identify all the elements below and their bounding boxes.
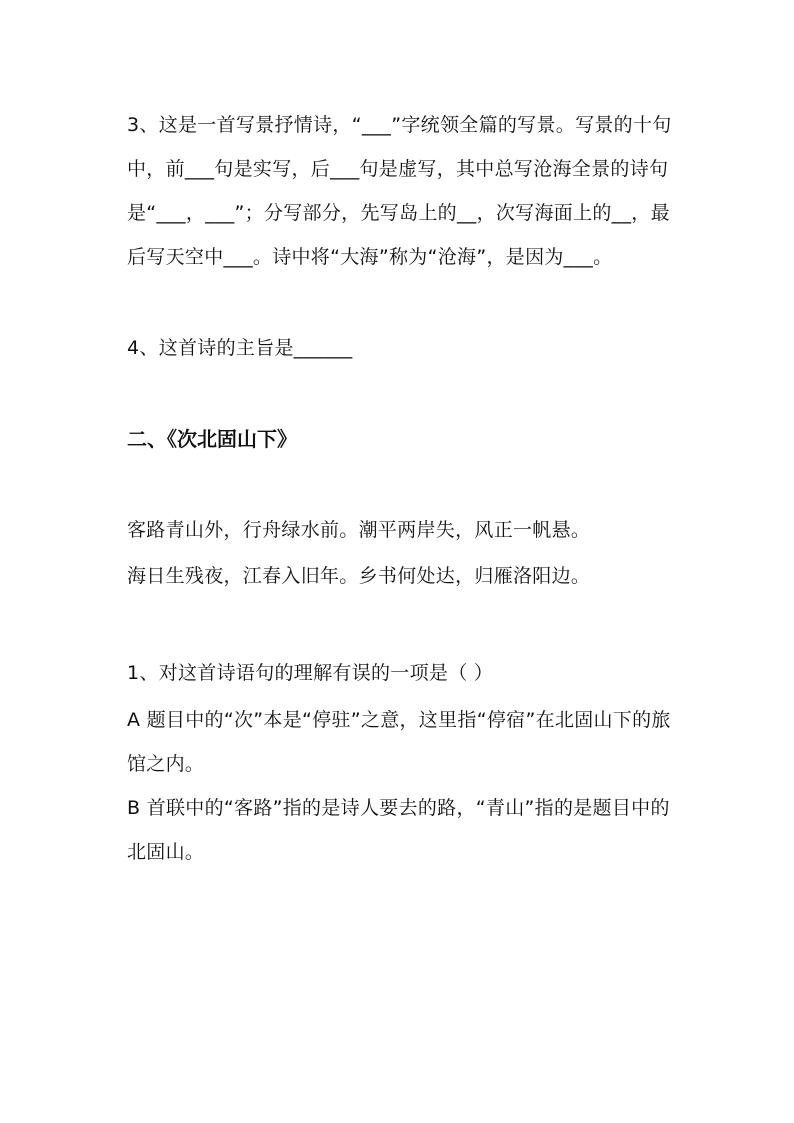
- question-1-text: 1、对这首诗语句的理解有误的一项是（ ）: [127, 662, 494, 684]
- option-b-text: B 首联中的“客路”指的是诗人要去的路，“青山”指的是题目中的北固山。: [127, 797, 670, 863]
- question-4-text: 4、这首诗的主旨是______: [127, 337, 353, 359]
- section-2-title: 二、《次北固山下》: [127, 427, 297, 451]
- question-3-text: 3、这是一首写景抒情诗，“___”字统领全篇的写景。写景的十句中，前___句是实写，后___句是虚写，其中总写沧海全景的诗句是“___，___”；分写部分，先写岛上的__，次写海面上的__，最后写天空中___。诗中将“大海”称为“沧海”，是因为___。: [127, 114, 672, 268]
- option-a-text: A 题目中的“次”本是“停驻”之意，这里指“停宿”在北固山下的旅馆之内。: [127, 709, 671, 775]
- poem-line-1: 客路青山外，行舟绿水前。潮平两岸失，风正一帆悬。: [127, 519, 591, 541]
- poem-line-2: 海日生残夜，江春入旧年。乡书何处达，归雁洛阳边。: [127, 565, 591, 587]
